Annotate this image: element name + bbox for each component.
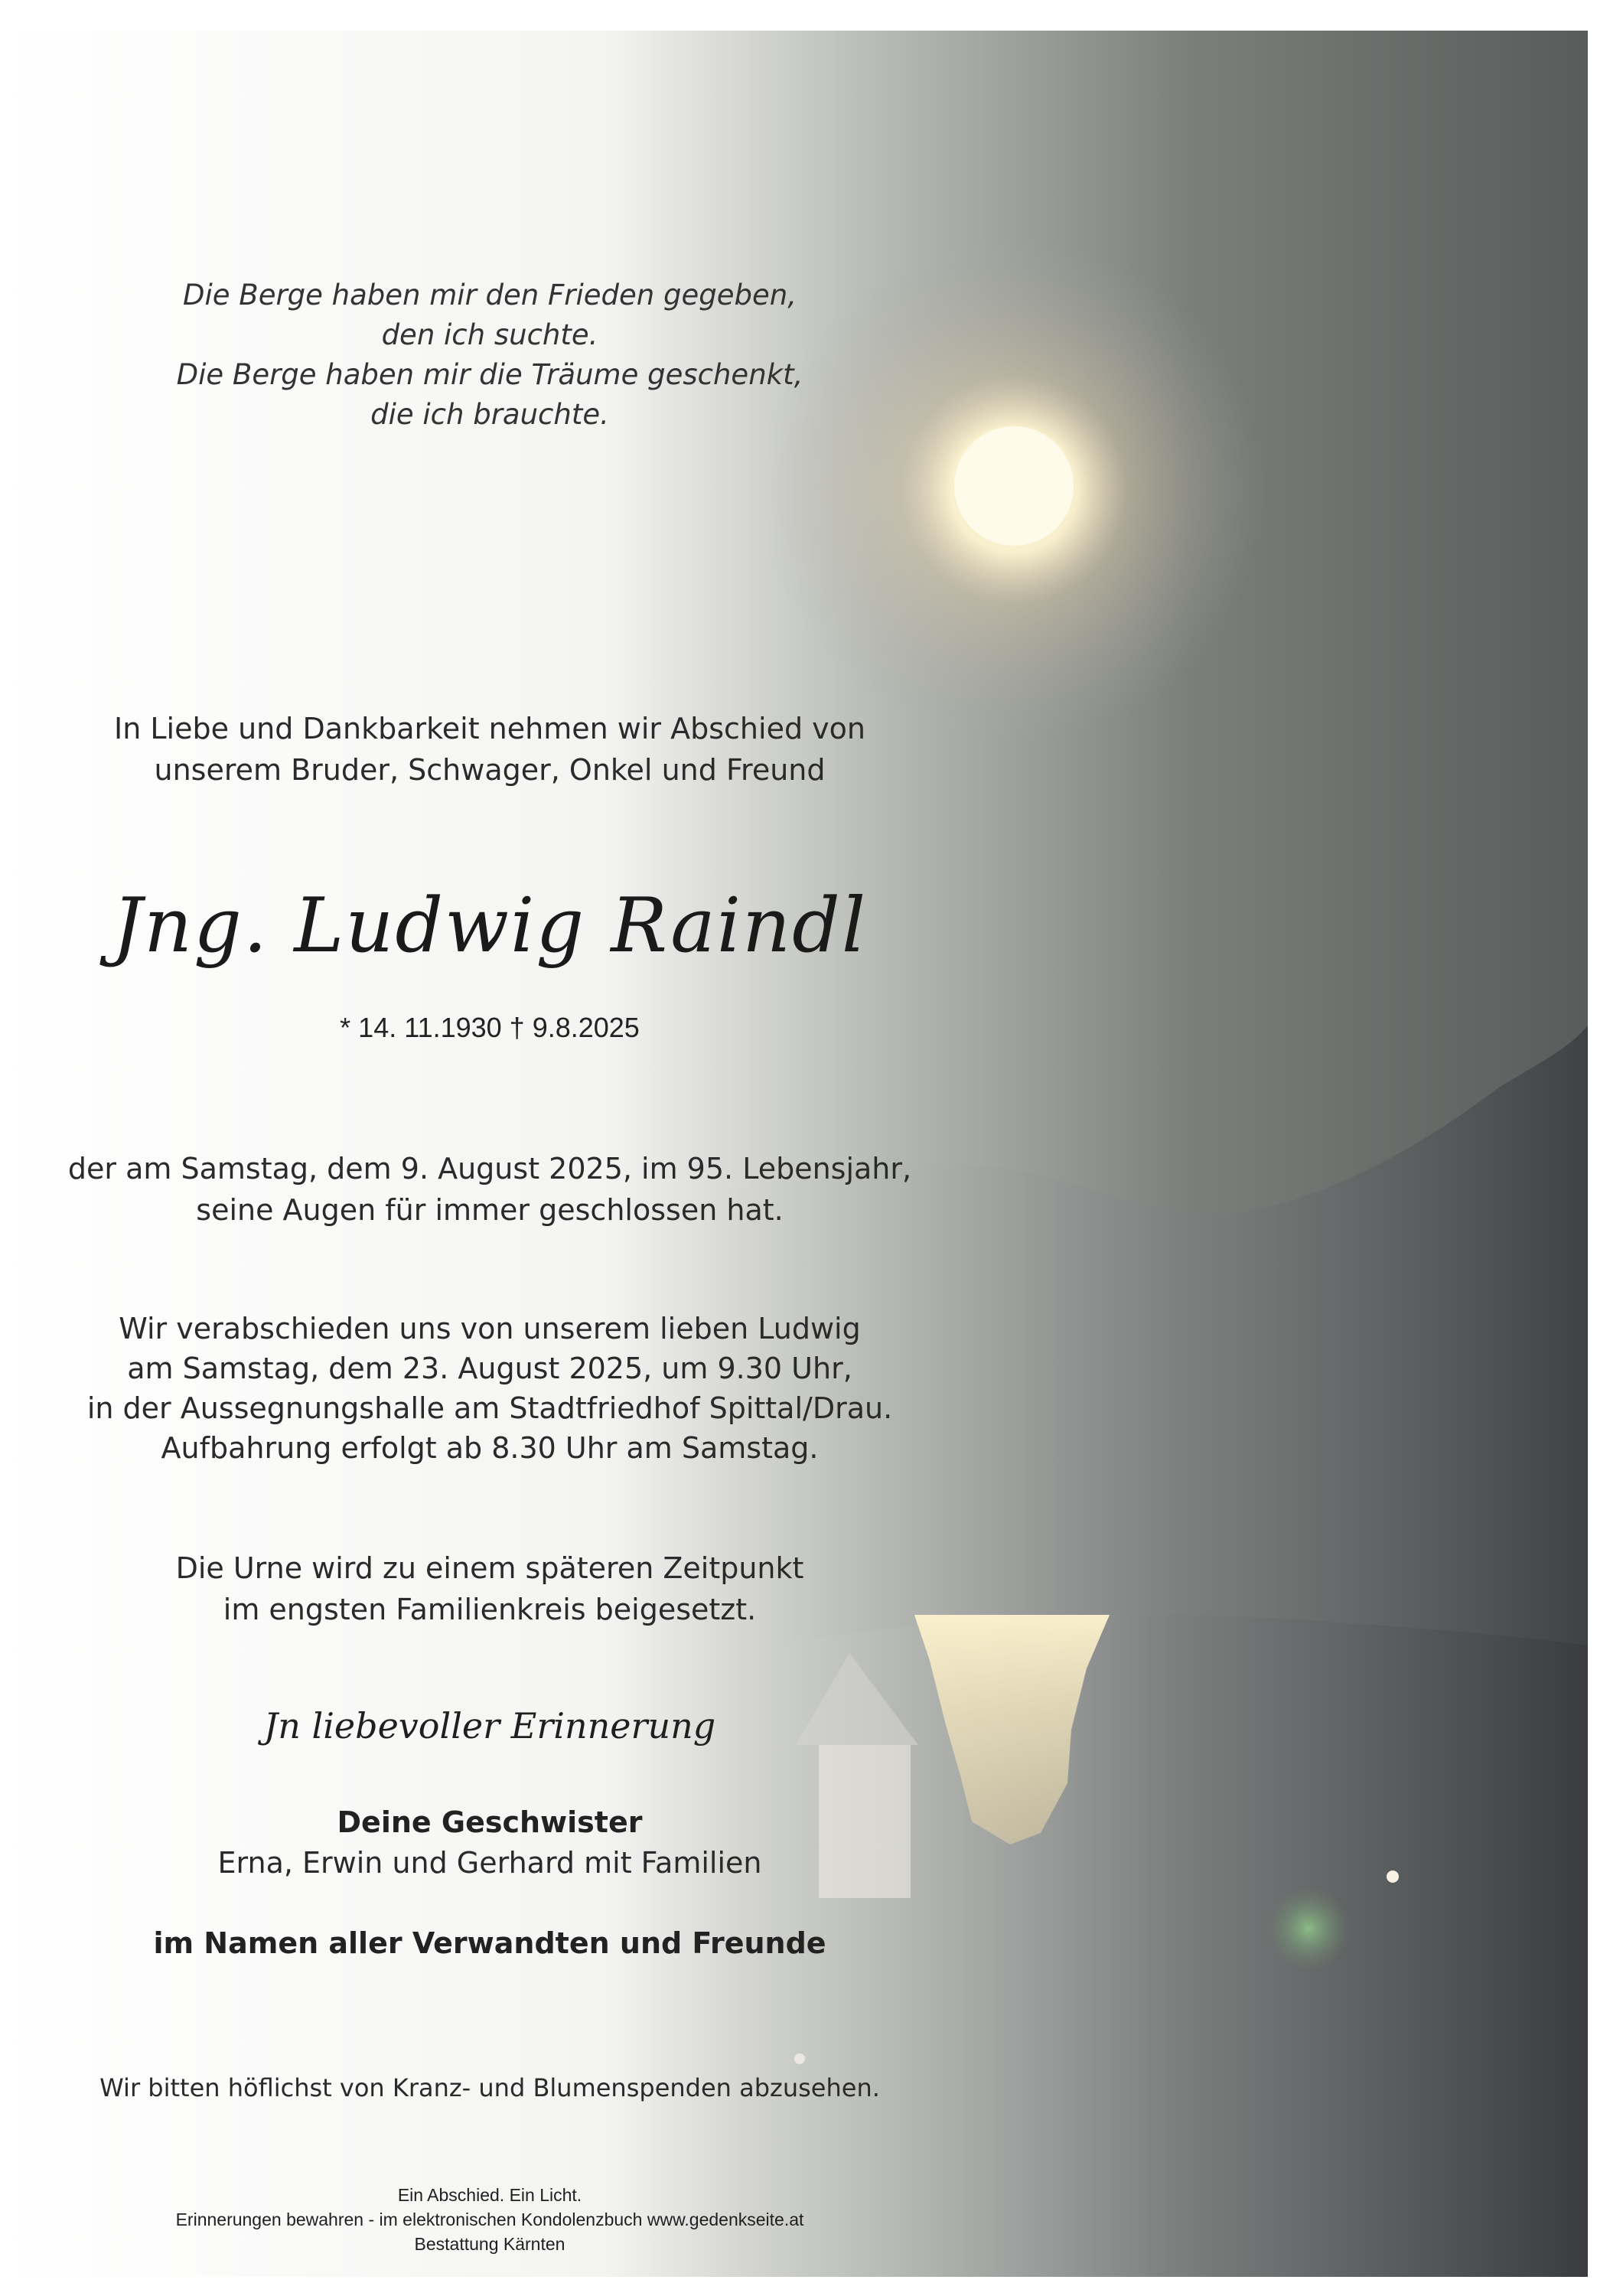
siblings-names: Erna, Erwin und Gerhard mit Familien bbox=[217, 1846, 762, 1880]
paper-margin-right bbox=[1588, 0, 1623, 2296]
death-line: seine Augen für immer geschlossen hat. bbox=[196, 1193, 784, 1227]
poem bbox=[0, 276, 979, 435]
intro-line: unserem Bruder, Schwager, Onkel und Freund bbox=[154, 753, 826, 787]
poem-line: Die Berge haben mir die Träume geschenkt, bbox=[176, 358, 803, 391]
intro-line: In Liebe und Dankbarkeit nehmen wir Abschied von bbox=[114, 712, 865, 745]
poem-line: die ich brauchte. bbox=[370, 398, 609, 431]
siblings-title: Deine Geschwister bbox=[337, 1805, 643, 1839]
death-line: der am Samstag, dem 9. August 2025, im 95. Lebensjahr, bbox=[67, 1152, 912, 1186]
moon bbox=[954, 426, 1074, 546]
death-notice bbox=[0, 1148, 979, 1231]
shore-light bbox=[1387, 1870, 1399, 1883]
service-line: Aufbahrung erfolgt ab 8.30 Uhr am Samstag. bbox=[161, 1431, 819, 1465]
footer bbox=[0, 2183, 979, 2256]
footer-tagline: Ein Abschied. Ein Licht. bbox=[397, 2185, 582, 2205]
service-line: Wir verabschieden uns von unserem lieben Ludwig bbox=[119, 1312, 861, 1345]
flowers-note: Wir bitten höflichst von Kranz- und Blumenspenden abzusehen. bbox=[99, 2073, 880, 2102]
small-light bbox=[794, 2053, 805, 2064]
urn-notice bbox=[0, 1548, 979, 1630]
footer-condolence-link[interactable]: Erinnerungen bewahren - im elektronischen Kondolenzbuch www.gedenkseite.at bbox=[175, 2210, 804, 2229]
poem-line: Die Berge haben mir den Frieden gegeben, bbox=[183, 279, 797, 311]
green-light bbox=[1266, 1887, 1351, 1971]
deceased-name: Jng. Ludwig Raindl bbox=[112, 882, 868, 970]
paper-margin-top bbox=[0, 0, 1623, 31]
service-line: am Samstag, dem 23. August 2025, um 9.30 Uhr, bbox=[127, 1352, 852, 1385]
relatives-line: im Namen aller Verwandten und Freunde bbox=[153, 1926, 826, 1960]
footer-funeral-home: Bestattung Kärnten bbox=[414, 2234, 565, 2254]
service-line: in der Aussegnungshalle am Stadtfriedhof Spittal/Drau. bbox=[86, 1391, 893, 1425]
urn-line: im engsten Familienkreis beigesetzt. bbox=[223, 1593, 757, 1626]
urn-line: Die Urne wird zu einem späteren Zeitpunkt bbox=[175, 1551, 804, 1585]
memory-heading: Jn liebevoller Erinnerung bbox=[263, 1705, 716, 1746]
funeral-service-info bbox=[0, 1309, 979, 1468]
life-dates: * 14. 11.1930 † 9.8.2025 bbox=[340, 1012, 640, 1043]
intro-text bbox=[0, 708, 979, 791]
poem-line: den ich suchte. bbox=[381, 318, 598, 351]
